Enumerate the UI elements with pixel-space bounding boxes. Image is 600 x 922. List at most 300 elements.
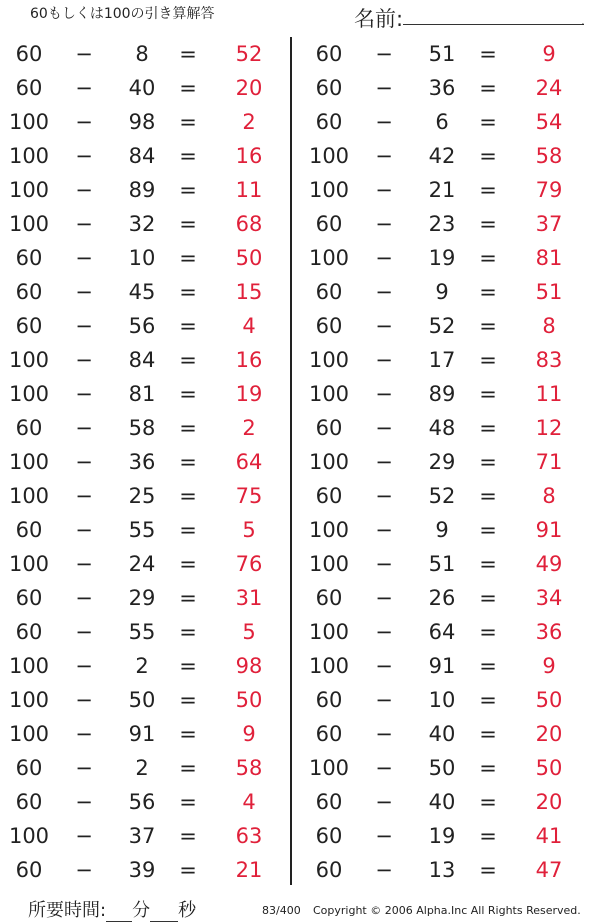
minuend: 60	[315, 416, 343, 440]
problem-row	[300, 785, 600, 819]
minuend: 100	[308, 518, 350, 542]
subtrahend: 2	[135, 756, 149, 780]
equals-sign: =	[479, 620, 497, 644]
answer: 91	[535, 518, 563, 542]
minuend: 100	[308, 620, 350, 644]
subtrahend: 19	[428, 824, 456, 848]
subtrahend: 58	[128, 416, 156, 440]
minus-sign: −	[375, 654, 393, 678]
equals-sign: =	[179, 756, 197, 780]
minus-sign: −	[75, 76, 93, 100]
equals-sign: =	[179, 484, 197, 508]
answer: 50	[235, 246, 263, 270]
equals-sign: =	[479, 450, 497, 474]
minuend: 60	[315, 824, 343, 848]
subtrahend: 50	[128, 688, 156, 712]
equals-sign: =	[479, 280, 497, 304]
minus-sign: −	[75, 484, 93, 508]
minuend: 60	[315, 110, 343, 134]
subtrahend: 21	[428, 178, 456, 202]
equals-sign: =	[479, 416, 497, 440]
subtrahend: 23	[428, 212, 456, 236]
minuend: 100	[8, 212, 50, 236]
minuend: 60	[315, 212, 343, 236]
minuend: 60	[315, 42, 343, 66]
subtrahend: 51	[428, 552, 456, 576]
minus-sign: −	[75, 450, 93, 474]
answer: 71	[535, 450, 563, 474]
answer: 50	[535, 756, 563, 780]
problem-row	[0, 547, 300, 581]
equals-sign: =	[179, 688, 197, 712]
minuend: 60	[15, 620, 43, 644]
answer: 24	[535, 76, 563, 100]
equals-sign: =	[479, 654, 497, 678]
answer: 75	[235, 484, 263, 508]
equals-sign: =	[479, 756, 497, 780]
answer: 50	[535, 688, 563, 712]
problem-row	[300, 411, 600, 445]
problem-row	[0, 275, 300, 309]
equals-sign: =	[179, 450, 197, 474]
subtrahend: 84	[128, 144, 156, 168]
problem-row	[300, 377, 600, 411]
problem-row	[0, 615, 300, 649]
subtrahend: 36	[128, 450, 156, 474]
answer: 12	[535, 416, 563, 440]
problem-row	[300, 343, 600, 377]
minuend: 60	[15, 314, 43, 338]
problem-row	[0, 649, 300, 683]
minuend: 100	[308, 144, 350, 168]
minuend: 60	[15, 518, 43, 542]
subtrahend: 89	[128, 178, 156, 202]
subtrahend: 55	[128, 620, 156, 644]
answer: 20	[235, 76, 263, 100]
seconds-label: 秒	[178, 900, 197, 921]
equals-sign: =	[479, 246, 497, 270]
equals-sign: =	[479, 518, 497, 542]
subtrahend: 19	[428, 246, 456, 270]
minus-sign: −	[375, 620, 393, 644]
minus-sign: −	[75, 654, 93, 678]
subtrahend: 29	[428, 450, 456, 474]
equals-sign: =	[479, 76, 497, 100]
minuend: 100	[8, 144, 50, 168]
answer: 41	[535, 824, 563, 848]
subtrahend: 64	[428, 620, 456, 644]
equals-sign: =	[179, 858, 197, 882]
answer: 68	[235, 212, 263, 236]
page-number: 83/400	[262, 904, 301, 917]
problem-row	[0, 139, 300, 173]
answer: 76	[235, 552, 263, 576]
answer: 9	[542, 654, 556, 678]
equals-sign: =	[179, 314, 197, 338]
minus-sign: −	[75, 620, 93, 644]
subtrahend: 10	[428, 688, 456, 712]
minus-sign: −	[75, 382, 93, 406]
problem-row	[0, 785, 300, 819]
minuend: 60	[315, 76, 343, 100]
problem-row	[0, 241, 300, 275]
minus-sign: −	[75, 314, 93, 338]
subtrahend: 40	[428, 722, 456, 746]
equals-sign: =	[179, 382, 197, 406]
minus-sign: −	[75, 722, 93, 746]
equals-sign: =	[179, 654, 197, 678]
answer: 15	[235, 280, 263, 304]
minus-sign: −	[375, 722, 393, 746]
minus-sign: −	[75, 144, 93, 168]
minuend: 100	[308, 552, 350, 576]
minuend: 100	[8, 688, 50, 712]
equals-sign: =	[179, 110, 197, 134]
subtrahend: 36	[428, 76, 456, 100]
subtrahend: 26	[428, 586, 456, 610]
problem-row	[0, 479, 300, 513]
subtrahend: 98	[128, 110, 156, 134]
equals-sign: =	[179, 824, 197, 848]
problem-row	[300, 615, 600, 649]
problem-row	[300, 853, 600, 887]
minuend: 100	[308, 450, 350, 474]
problem-row	[0, 105, 300, 139]
answer: 16	[235, 144, 263, 168]
problem-row	[300, 241, 600, 275]
answer: 2	[242, 110, 256, 134]
equals-sign: =	[479, 722, 497, 746]
equals-sign: =	[479, 858, 497, 882]
answer: 9	[542, 42, 556, 66]
equals-sign: =	[479, 790, 497, 814]
problem-row	[300, 751, 600, 785]
subtrahend: 91	[128, 722, 156, 746]
name-line-end: .	[581, 14, 585, 28]
worksheet-title: 60もしくは100の引き算解答	[30, 6, 215, 22]
answer: 52	[235, 42, 263, 66]
minuend: 100	[8, 824, 50, 848]
problem-row	[0, 343, 300, 377]
problem-row	[300, 479, 600, 513]
right-column	[300, 37, 600, 887]
answer: 83	[535, 348, 563, 372]
problem-row	[300, 717, 600, 751]
minuend: 60	[15, 586, 43, 610]
equals-sign: =	[479, 178, 497, 202]
subtrahend: 84	[128, 348, 156, 372]
minus-sign: −	[375, 586, 393, 610]
equals-sign: =	[179, 178, 197, 202]
minuend: 100	[8, 110, 50, 134]
subtrahend: 13	[428, 858, 456, 882]
copyright: Copyright © 2006 Alpha.Inc All Rights Reserved.	[313, 904, 581, 917]
equals-sign: =	[179, 790, 197, 814]
seconds-blank	[150, 905, 178, 922]
subtrahend: 8	[135, 42, 149, 66]
minus-sign: −	[375, 416, 393, 440]
problem-row	[0, 853, 300, 887]
subtrahend: 45	[128, 280, 156, 304]
minuend: 100	[308, 382, 350, 406]
answer: 20	[535, 790, 563, 814]
minuend: 60	[15, 246, 43, 270]
minus-sign: −	[375, 76, 393, 100]
problem-row	[0, 309, 300, 343]
subtrahend: 24	[128, 552, 156, 576]
minuend: 100	[308, 654, 350, 678]
minus-sign: −	[375, 552, 393, 576]
problem-row	[0, 173, 300, 207]
equals-sign: =	[479, 688, 497, 712]
minuend: 100	[8, 348, 50, 372]
minus-sign: −	[75, 348, 93, 372]
minuend: 100	[8, 178, 50, 202]
answer: 31	[235, 586, 263, 610]
answer: 19	[235, 382, 263, 406]
answer: 79	[535, 178, 563, 202]
answer: 50	[235, 688, 263, 712]
problem-row	[300, 513, 600, 547]
minus-sign: −	[75, 212, 93, 236]
answer: 51	[535, 280, 563, 304]
subtrahend: 25	[128, 484, 156, 508]
minus-sign: −	[375, 756, 393, 780]
minus-sign: −	[75, 824, 93, 848]
minus-sign: −	[75, 110, 93, 134]
answer: 54	[535, 110, 563, 134]
left-column	[0, 37, 300, 887]
answer: 47	[535, 858, 563, 882]
minus-sign: −	[75, 586, 93, 610]
subtrahend: 17	[428, 348, 456, 372]
equals-sign: =	[479, 314, 497, 338]
minuend: 100	[308, 348, 350, 372]
subtrahend: 50	[428, 756, 456, 780]
problem-row	[0, 37, 300, 71]
subtrahend: 91	[428, 654, 456, 678]
minus-sign: −	[75, 280, 93, 304]
time-label: 所要時間:	[28, 900, 107, 921]
answer: 4	[242, 790, 256, 814]
equals-sign: =	[179, 280, 197, 304]
minus-sign: −	[75, 178, 93, 202]
subtrahend: 48	[428, 416, 456, 440]
problem-row	[0, 445, 300, 479]
minuend: 60	[315, 722, 343, 746]
minuend: 60	[315, 314, 343, 338]
minuend: 60	[15, 858, 43, 882]
answer: 58	[235, 756, 263, 780]
equals-sign: =	[179, 212, 197, 236]
problem-row	[300, 581, 600, 615]
minuend: 100	[8, 722, 50, 746]
answer: 5	[242, 518, 256, 542]
answer: 16	[235, 348, 263, 372]
minuend: 100	[8, 382, 50, 406]
minus-sign: −	[375, 314, 393, 338]
problem-row	[0, 717, 300, 751]
subtrahend: 52	[428, 484, 456, 508]
problem-row	[300, 445, 600, 479]
subtrahend: 89	[428, 382, 456, 406]
equals-sign: =	[479, 144, 497, 168]
answer: 11	[235, 178, 263, 202]
minuend: 60	[15, 42, 43, 66]
minus-sign: −	[75, 42, 93, 66]
subtrahend: 42	[428, 144, 456, 168]
minus-sign: −	[375, 382, 393, 406]
minuend: 60	[315, 858, 343, 882]
problem-row	[300, 649, 600, 683]
minus-sign: −	[375, 110, 393, 134]
answer: 9	[242, 722, 256, 746]
minus-sign: −	[375, 144, 393, 168]
minus-sign: −	[375, 280, 393, 304]
subtrahend: 9	[435, 280, 449, 304]
minuend: 100	[308, 756, 350, 780]
equals-sign: =	[479, 42, 497, 66]
equals-sign: =	[179, 144, 197, 168]
problem-row	[300, 139, 600, 173]
equals-sign: =	[479, 586, 497, 610]
subtrahend: 56	[128, 790, 156, 814]
problem-row	[300, 105, 600, 139]
problem-row	[300, 207, 600, 241]
subtrahend: 51	[428, 42, 456, 66]
subtrahend: 37	[128, 824, 156, 848]
problem-row	[300, 547, 600, 581]
answer: 5	[242, 620, 256, 644]
problem-row	[0, 71, 300, 105]
problem-row	[300, 309, 600, 343]
equals-sign: =	[179, 76, 197, 100]
minuend: 60	[315, 280, 343, 304]
subtrahend: 52	[428, 314, 456, 338]
equals-sign: =	[479, 824, 497, 848]
minus-sign: −	[375, 688, 393, 712]
answer: 64	[235, 450, 263, 474]
equals-sign: =	[479, 484, 497, 508]
minuend: 100	[8, 552, 50, 576]
minus-sign: −	[75, 756, 93, 780]
minus-sign: −	[375, 212, 393, 236]
subtrahend: 10	[128, 246, 156, 270]
problem-row	[0, 377, 300, 411]
answer: 49	[535, 552, 563, 576]
minus-sign: −	[375, 42, 393, 66]
equals-sign: =	[479, 212, 497, 236]
equals-sign: =	[179, 348, 197, 372]
minus-sign: −	[375, 246, 393, 270]
problem-row	[0, 683, 300, 717]
minus-sign: −	[375, 824, 393, 848]
problem-row	[300, 275, 600, 309]
answer: 20	[535, 722, 563, 746]
minuend: 60	[15, 756, 43, 780]
minus-sign: −	[375, 518, 393, 542]
answer: 2	[242, 416, 256, 440]
minuend: 100	[8, 654, 50, 678]
equals-sign: =	[179, 42, 197, 66]
answer: 37	[535, 212, 563, 236]
minuend: 60	[15, 76, 43, 100]
minuend: 100	[308, 178, 350, 202]
equals-sign: =	[479, 348, 497, 372]
equals-sign: =	[179, 518, 197, 542]
name-line	[403, 24, 584, 25]
minuend: 60	[315, 484, 343, 508]
minuend: 100	[8, 450, 50, 474]
answer: 8	[542, 314, 556, 338]
answer: 63	[235, 824, 263, 848]
problem-row	[0, 751, 300, 785]
answer: 4	[242, 314, 256, 338]
time-required	[28, 896, 196, 922]
answer: 98	[235, 654, 263, 678]
problem-row	[300, 819, 600, 853]
minus-sign: −	[75, 518, 93, 542]
problem-row	[300, 37, 600, 71]
problem-row	[0, 513, 300, 547]
subtrahend: 9	[435, 518, 449, 542]
subtrahend: 6	[435, 110, 449, 134]
minus-sign: −	[75, 552, 93, 576]
subtrahend: 81	[128, 382, 156, 406]
minus-sign: −	[375, 858, 393, 882]
subtrahend: 55	[128, 518, 156, 542]
minus-sign: −	[75, 416, 93, 440]
subtrahend: 56	[128, 314, 156, 338]
equals-sign: =	[479, 552, 497, 576]
minus-sign: −	[375, 484, 393, 508]
problem-row	[0, 411, 300, 445]
answer: 11	[535, 382, 563, 406]
minuend: 60	[315, 586, 343, 610]
equals-sign: =	[179, 586, 197, 610]
subtrahend: 40	[428, 790, 456, 814]
problem-row	[300, 71, 600, 105]
problem-row	[300, 173, 600, 207]
answer: 36	[535, 620, 563, 644]
answer: 34	[535, 586, 563, 610]
minus-sign: −	[75, 246, 93, 270]
subtrahend: 32	[128, 212, 156, 236]
answer: 21	[235, 858, 263, 882]
equals-sign: =	[479, 110, 497, 134]
minuend: 60	[315, 790, 343, 814]
minuend: 100	[308, 246, 350, 270]
subtrahend: 39	[128, 858, 156, 882]
minus-sign: −	[375, 348, 393, 372]
problem-row	[0, 819, 300, 853]
minutes-label: 分	[132, 900, 151, 921]
equals-sign: =	[179, 620, 197, 644]
answer: 81	[535, 246, 563, 270]
minuend: 60	[315, 688, 343, 712]
equals-sign: =	[179, 552, 197, 576]
subtrahend: 2	[135, 654, 149, 678]
minus-sign: −	[375, 790, 393, 814]
problem-row	[0, 207, 300, 241]
answer: 8	[542, 484, 556, 508]
equals-sign: =	[479, 382, 497, 406]
minuend: 100	[8, 484, 50, 508]
equals-sign: =	[179, 416, 197, 440]
equals-sign: =	[179, 722, 197, 746]
minuend: 60	[15, 790, 43, 814]
minus-sign: −	[75, 858, 93, 882]
